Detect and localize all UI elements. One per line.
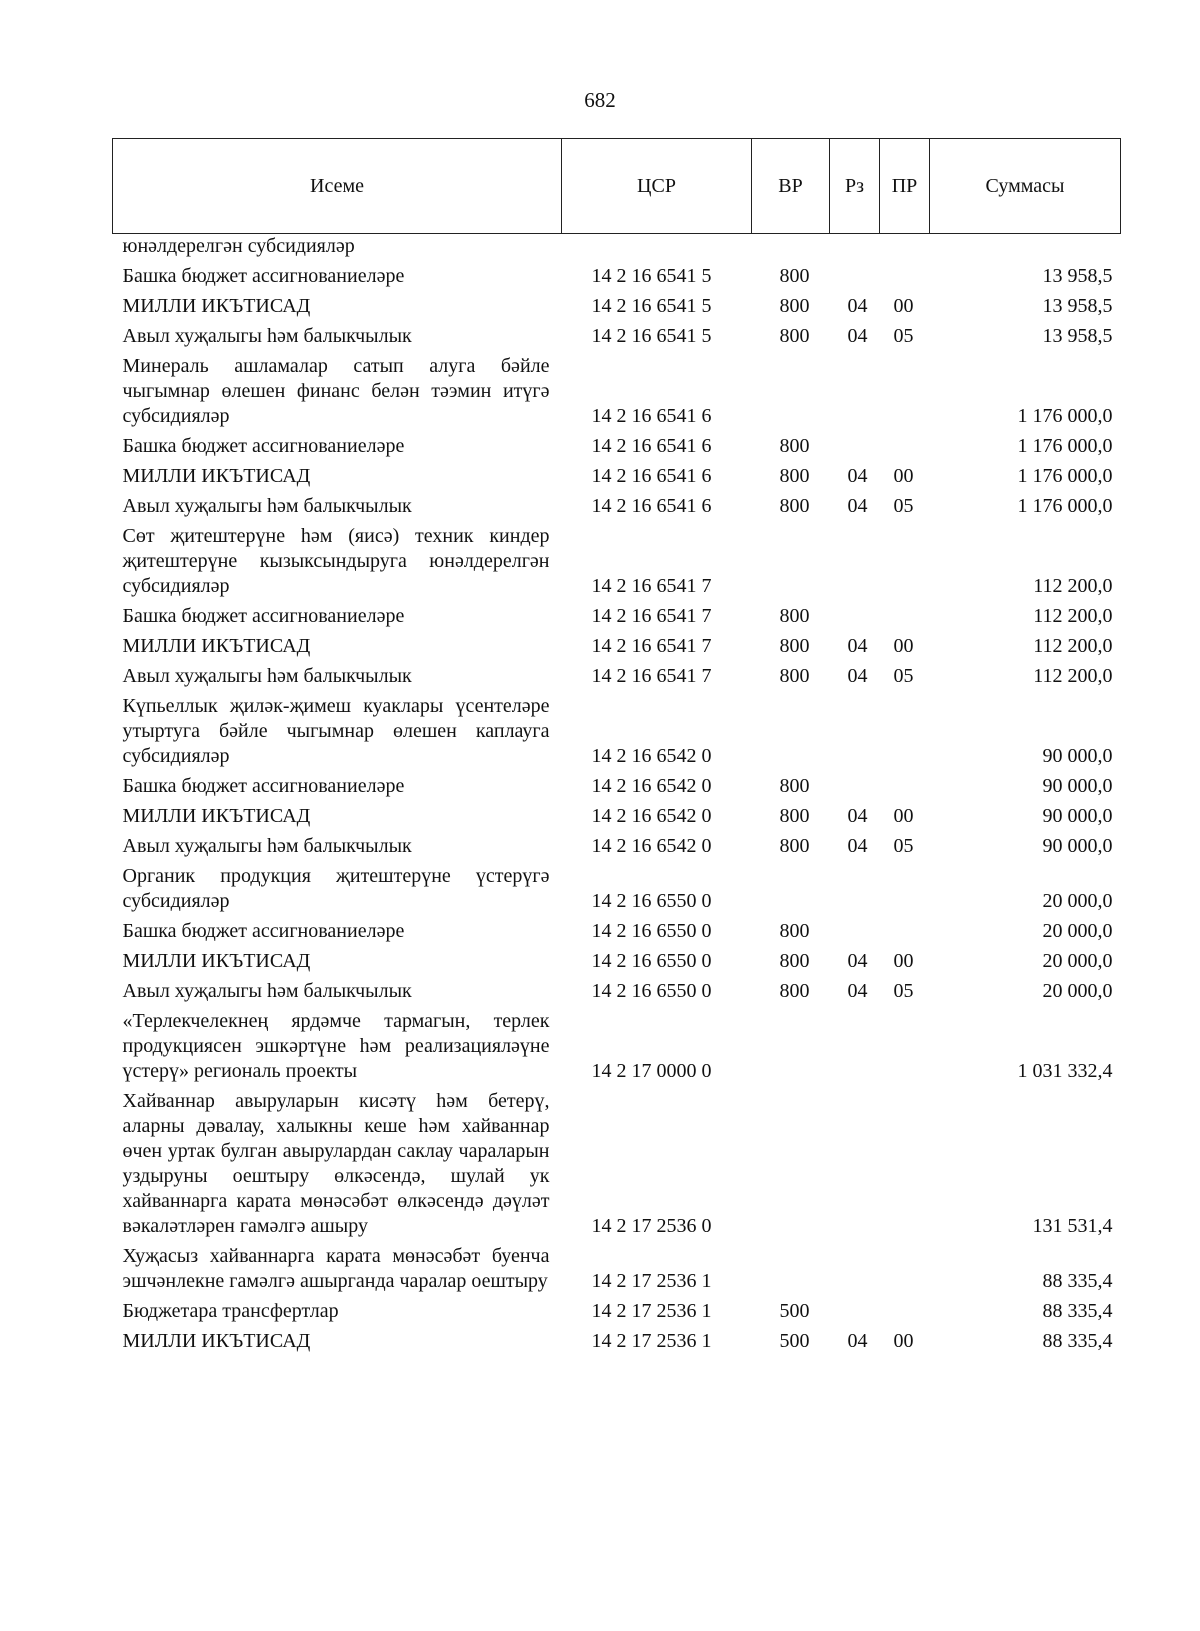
row-rz: 04 (847, 635, 868, 657)
row-name: Башка бюджет ассигнованиеләре (122, 435, 405, 457)
row-sum: 90 000,0 (1042, 745, 1113, 767)
row-sum: 88 335,4 (1042, 1300, 1113, 1322)
row-csr: 14 2 17 2536 1 (591, 1330, 712, 1352)
header-csr: ЦСР (562, 139, 752, 234)
row-rz (830, 234, 880, 263)
row-name: Авыл хуҗалыгы һәм балыкчылык (122, 835, 412, 857)
row-csr: 14 2 16 6541 5 (591, 265, 712, 287)
row-name: Авыл хуҗалыгы һәм балыкчылык (122, 665, 412, 687)
row-name: Башка бюджет ассигнованиеләре (122, 605, 405, 627)
table-row (113, 432, 1121, 462)
row-pr: 00 (893, 465, 914, 487)
row-pr (880, 522, 930, 602)
table-row (113, 234, 1121, 263)
table-row (113, 917, 1121, 947)
row-rz: 04 (847, 665, 868, 687)
table-row (113, 1007, 1121, 1087)
row-csr: 14 2 16 6541 7 (591, 635, 712, 657)
row-rz (830, 1297, 880, 1327)
row-pr (880, 234, 930, 263)
row-name: Күпьеллык җиләк-җимеш куаклары үсентеләре утыртуга бәйле чыгымнар өлешен каплауга субсидияләр (122, 695, 550, 767)
row-csr: 14 2 17 0000 0 (591, 1060, 712, 1082)
row-rz: 04 (847, 835, 868, 857)
row-sum: 13 958,5 (1042, 265, 1113, 287)
row-csr: 14 2 16 6541 7 (591, 575, 712, 597)
row-vr: 800 (779, 465, 810, 487)
row-sum: 20 000,0 (1042, 950, 1113, 972)
table-row (113, 947, 1121, 977)
row-pr: 00 (893, 805, 914, 827)
row-vr (752, 352, 830, 432)
row-rz (830, 1087, 880, 1242)
row-vr: 800 (779, 605, 810, 627)
row-vr: 800 (779, 295, 810, 317)
row-rz (830, 1007, 880, 1087)
row-sum: 1 176 000,0 (1017, 405, 1113, 427)
row-sum: 90 000,0 (1042, 835, 1113, 857)
row-csr: 14 2 16 6550 0 (591, 920, 712, 942)
row-csr: 14 2 16 6541 6 (591, 495, 712, 517)
row-sum: 13 958,5 (1042, 295, 1113, 317)
row-csr: 14 2 17 2536 1 (591, 1270, 712, 1292)
table-row (113, 692, 1121, 772)
row-pr: 00 (893, 635, 914, 657)
row-name: Авыл хуҗалыгы һәм балыкчылык (122, 325, 412, 347)
row-name: юнәлдерелгән субсидияләр (122, 235, 355, 257)
row-csr: 14 2 16 6542 0 (591, 805, 712, 827)
row-name: МИЛЛИ ИКЪТИСАД (122, 465, 311, 487)
row-csr: 14 2 16 6541 7 (591, 605, 712, 627)
row-rz (830, 862, 880, 917)
row-pr (880, 262, 930, 292)
row-csr: 14 2 16 6541 5 (591, 325, 712, 347)
row-sum (930, 234, 1121, 263)
row-csr: 14 2 16 6541 6 (591, 465, 712, 487)
row-vr (752, 234, 830, 263)
table-row (113, 862, 1121, 917)
row-sum: 112 200,0 (1033, 605, 1113, 627)
row-rz (830, 262, 880, 292)
row-sum: 90 000,0 (1042, 775, 1113, 797)
row-sum: 1 176 000,0 (1017, 495, 1113, 517)
table-header (113, 139, 1121, 234)
row-vr: 500 (779, 1300, 810, 1322)
table-row (113, 352, 1121, 432)
row-vr: 800 (779, 665, 810, 687)
row-pr (880, 432, 930, 462)
row-csr: 14 2 16 6541 5 (591, 295, 712, 317)
header-pr: ПР (880, 139, 930, 234)
row-name: МИЛЛИ ИКЪТИСАД (122, 805, 311, 827)
table-row (113, 522, 1121, 602)
row-rz: 04 (847, 980, 868, 1002)
row-sum: 131 531,4 (1032, 1215, 1113, 1237)
table-row (113, 1327, 1121, 1357)
row-csr: 14 2 16 6542 0 (591, 835, 712, 857)
row-rz (830, 352, 880, 432)
row-rz (830, 1242, 880, 1297)
row-vr: 800 (779, 775, 810, 797)
row-pr: 00 (893, 1330, 914, 1352)
header-rz: Рз (830, 139, 880, 234)
table-row (113, 832, 1121, 862)
table-row (113, 322, 1121, 352)
row-name: «Терлекчелекнең ярдәмче тармагын, терлек продукциясен эшкәртүне һәм реализацияләүне үстерү» региональ проекты (122, 1010, 550, 1082)
row-vr (752, 1087, 830, 1242)
table-row (113, 1087, 1121, 1242)
row-csr: 14 2 16 6550 0 (591, 950, 712, 972)
row-name: Минераль ашламалар сатып алуга бәйле чыгымнар өлешен финанс белән тәэмин итүгә субсидияләр (122, 355, 550, 427)
row-pr (880, 862, 930, 917)
row-csr: 14 2 17 2536 1 (591, 1300, 712, 1322)
row-vr: 800 (779, 980, 810, 1002)
row-sum: 20 000,0 (1042, 920, 1113, 942)
row-vr (752, 862, 830, 917)
row-rz (830, 432, 880, 462)
row-name: Башка бюджет ассигнованиеләре (122, 265, 405, 287)
row-vr: 800 (779, 920, 810, 942)
row-rz (830, 917, 880, 947)
row-pr: 00 (893, 950, 914, 972)
page-number: 682 (584, 88, 616, 112)
row-csr: 14 2 16 6541 7 (591, 665, 712, 687)
row-sum: 1 176 000,0 (1017, 465, 1113, 487)
row-name: Сөт җитештерүне һәм (яисә) техник киндер җитештерүне кызыксындыруга юнәлдерелгән субсидияләр (122, 525, 550, 597)
row-sum: 20 000,0 (1042, 890, 1113, 912)
row-pr: 05 (893, 325, 914, 347)
table-row (113, 772, 1121, 802)
row-rz (830, 772, 880, 802)
row-name: МИЛЛИ ИКЪТИСАД (122, 295, 311, 317)
row-name: Бюджетара трансфертлар (122, 1300, 339, 1322)
row-rz (830, 602, 880, 632)
row-pr: 05 (893, 665, 914, 687)
row-vr (752, 1007, 830, 1087)
row-vr (752, 692, 830, 772)
row-vr (752, 1242, 830, 1297)
row-sum: 112 200,0 (1033, 575, 1113, 597)
row-vr: 800 (779, 495, 810, 517)
table-body (113, 234, 1121, 1358)
row-rz (830, 522, 880, 602)
row-sum: 20 000,0 (1042, 980, 1113, 1002)
row-name: Башка бюджет ассигнованиеләре (122, 920, 405, 942)
row-rz: 04 (847, 325, 868, 347)
header-sum: Суммасы (930, 139, 1121, 234)
row-pr (880, 1297, 930, 1327)
row-pr (880, 772, 930, 802)
table-row (113, 1242, 1121, 1297)
row-pr: 05 (893, 835, 914, 857)
row-rz: 04 (847, 295, 868, 317)
row-vr: 800 (779, 635, 810, 657)
row-csr: 14 2 16 6541 6 (591, 435, 712, 457)
table-row (113, 802, 1121, 832)
row-sum: 90 000,0 (1042, 805, 1113, 827)
header-row (113, 139, 1121, 234)
row-csr: 14 2 16 6541 6 (591, 405, 712, 427)
row-pr (880, 917, 930, 947)
table-row (113, 492, 1121, 522)
row-rz: 04 (847, 805, 868, 827)
row-vr: 800 (779, 835, 810, 857)
row-sum: 1 031 332,4 (1017, 1060, 1113, 1082)
table-row (113, 292, 1121, 322)
row-csr: 14 2 17 2536 0 (591, 1215, 712, 1237)
row-sum: 88 335,4 (1042, 1270, 1113, 1292)
row-pr: 00 (893, 295, 914, 317)
row-vr: 800 (779, 950, 810, 972)
row-csr: 14 2 16 6550 0 (591, 890, 712, 912)
row-rz (830, 692, 880, 772)
table-row (113, 602, 1121, 632)
row-csr: 14 2 16 6550 0 (591, 980, 712, 1002)
row-rz: 04 (847, 950, 868, 972)
row-pr: 05 (893, 980, 914, 1002)
row-name: Органик продукция җитештерүне үстерүгә субсидияләр (122, 865, 550, 912)
budget-table (112, 138, 1121, 1357)
row-name: Хуҗасыз хайваннарга карата мөнәсәбәт буенча эшчәнлекне гамәлгә ашырганда чаралар оештыру (122, 1245, 550, 1292)
row-rz: 04 (847, 495, 868, 517)
row-vr: 800 (779, 435, 810, 457)
table-row (113, 977, 1121, 1007)
row-csr: 14 2 16 6542 0 (591, 745, 712, 767)
row-sum: 1 176 000,0 (1017, 435, 1113, 457)
row-sum: 13 958,5 (1042, 325, 1113, 347)
header-name: Исеме (113, 139, 562, 234)
row-vr: 800 (779, 265, 810, 287)
table-row (113, 662, 1121, 692)
row-name: МИЛЛИ ИКЪТИСАД (122, 1330, 311, 1352)
row-name: МИЛЛИ ИКЪТИСАД (122, 950, 311, 972)
row-vr: 500 (779, 1330, 810, 1352)
header-vr: ВР (752, 139, 830, 234)
row-name: Авыл хуҗалыгы һәм балыкчылык (122, 495, 412, 517)
row-csr (562, 234, 752, 263)
table-row (113, 1297, 1121, 1327)
row-csr: 14 2 16 6542 0 (591, 775, 712, 797)
row-name: МИЛЛИ ИКЪТИСАД (122, 635, 311, 657)
table-row (113, 462, 1121, 492)
row-sum: 112 200,0 (1033, 665, 1113, 687)
row-pr: 05 (893, 495, 914, 517)
row-sum: 88 335,4 (1042, 1330, 1113, 1352)
row-vr (752, 522, 830, 602)
row-rz: 04 (847, 465, 868, 487)
table-row (113, 632, 1121, 662)
row-pr (880, 352, 930, 432)
row-name: Хайваннар авыруларын кисәтү һәм бетерү, аларны дәвалау, халыкны кеше һәм хайваннар өчен уртак булган авырулардан саклау чараларын уздыруны оештыру өлкәсендә, шулай ук хайваннарга карата мөнәсәбәт өлкәсендә дәүләт вәкаләтләрен гамәлгә ашыру (122, 1090, 550, 1237)
row-rz: 04 (847, 1330, 868, 1352)
row-pr (880, 1007, 930, 1087)
row-vr: 800 (779, 805, 810, 827)
row-pr (880, 1087, 930, 1242)
row-vr: 800 (779, 325, 810, 347)
row-pr (880, 602, 930, 632)
row-pr (880, 1242, 930, 1297)
row-pr (880, 692, 930, 772)
row-sum: 112 200,0 (1033, 635, 1113, 657)
row-name: Авыл хуҗалыгы һәм балыкчылык (122, 980, 412, 1002)
row-name: Башка бюджет ассигнованиеләре (122, 775, 405, 797)
table-row (113, 262, 1121, 292)
